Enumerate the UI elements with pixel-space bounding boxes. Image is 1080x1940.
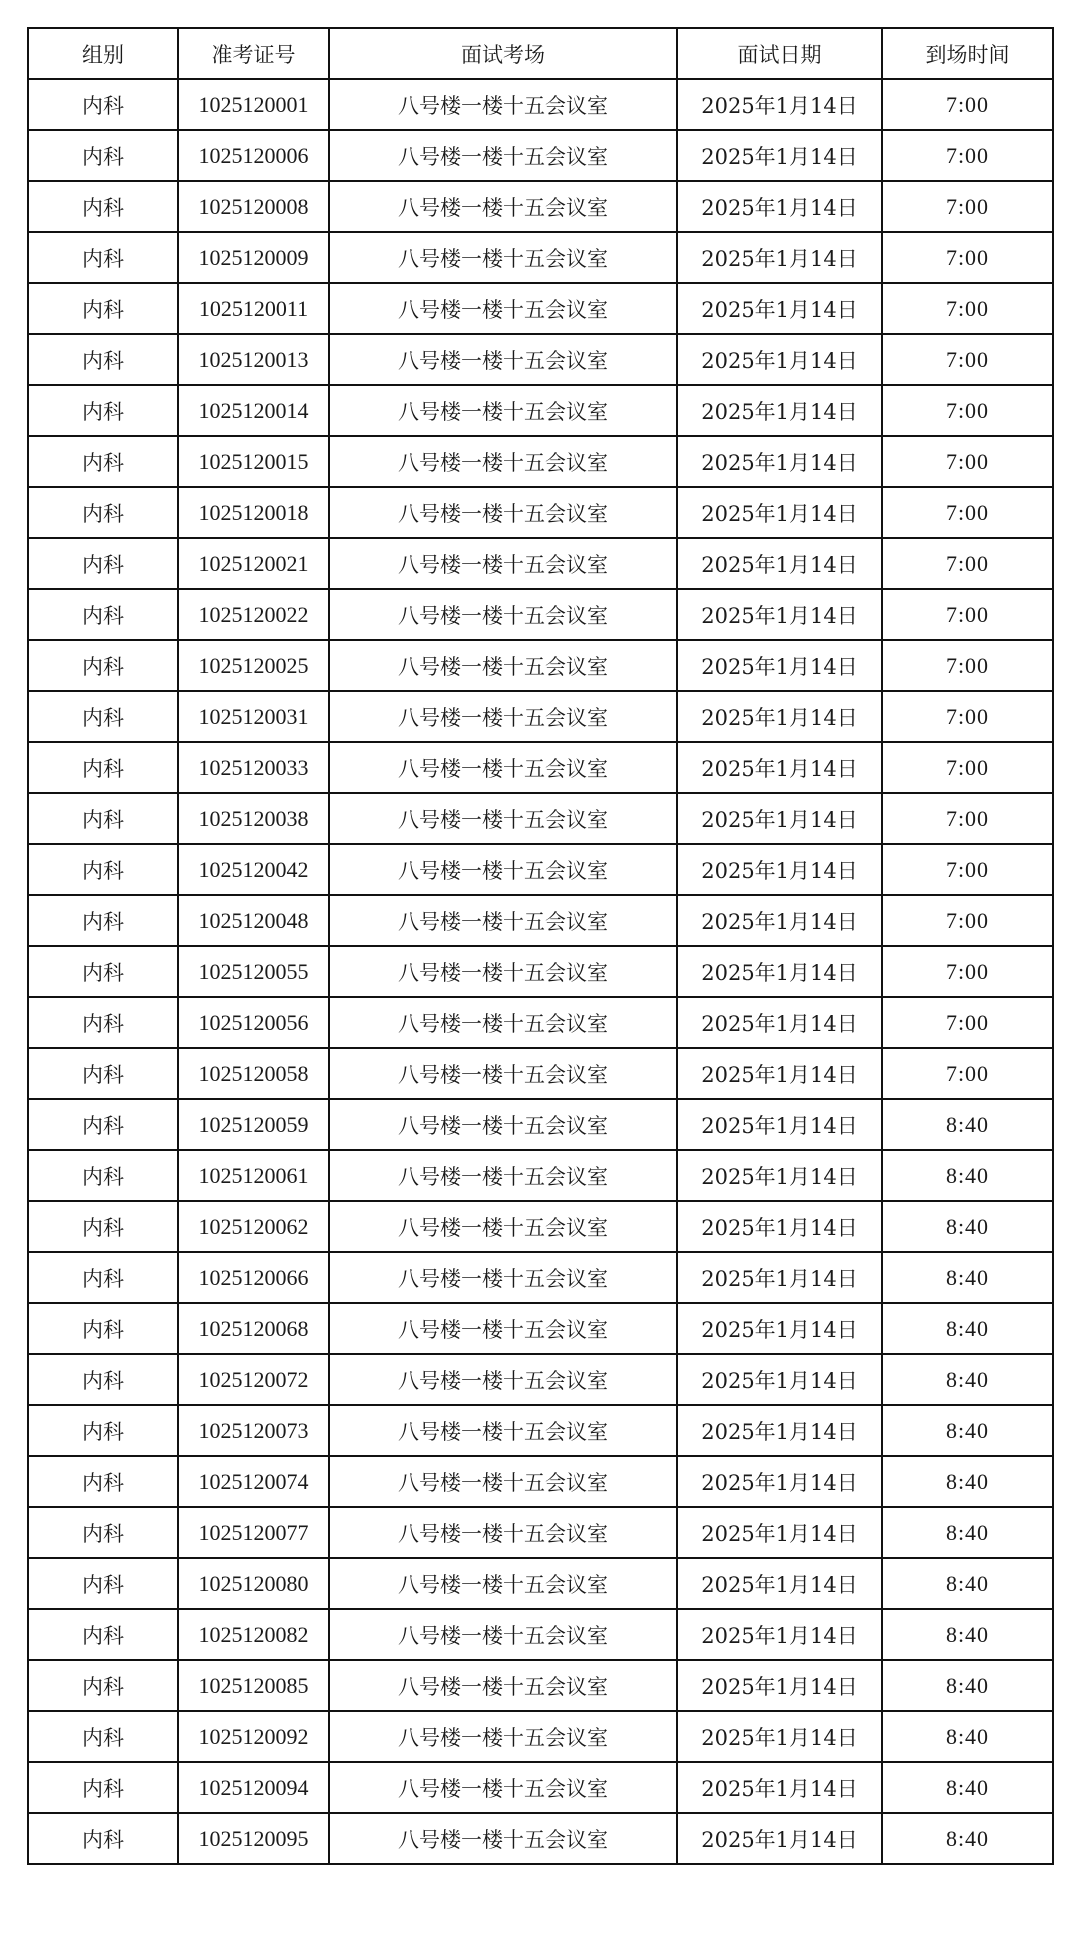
ticket-number-cell: 1025120008 bbox=[178, 181, 329, 232]
interview-date-cell: 2025年1月14日 bbox=[677, 1252, 882, 1303]
header-exam-room: 面试考场 bbox=[329, 28, 677, 79]
arrival-time-cell: 8:40 bbox=[882, 1660, 1053, 1711]
interview-date-cell: 2025年1月14日 bbox=[677, 283, 882, 334]
table-row bbox=[28, 1099, 1053, 1150]
interview-date-cell: 2025年1月14日 bbox=[677, 1456, 882, 1507]
arrival-time-cell: 7:00 bbox=[882, 946, 1053, 997]
interview-date-cell: 2025年1月14日 bbox=[677, 1609, 882, 1660]
ticket-number-cell: 1025120072 bbox=[178, 1354, 329, 1405]
interview-date-cell: 2025年1月14日 bbox=[677, 895, 882, 946]
group-cell: 内科 bbox=[28, 1405, 178, 1456]
exam-room-cell: 八号楼一楼十五会议室 bbox=[329, 1762, 677, 1813]
interview-date-cell: 2025年1月14日 bbox=[677, 640, 882, 691]
ticket-number-cell: 1025120058 bbox=[178, 1048, 329, 1099]
exam-room-cell: 八号楼一楼十五会议室 bbox=[329, 1456, 677, 1507]
table-row bbox=[28, 1048, 1053, 1099]
exam-room-cell: 八号楼一楼十五会议室 bbox=[329, 691, 677, 742]
ticket-number-cell: 1025120074 bbox=[178, 1456, 329, 1507]
interview-date-cell: 2025年1月14日 bbox=[677, 79, 882, 130]
arrival-time-cell: 8:40 bbox=[882, 1456, 1053, 1507]
group-cell: 内科 bbox=[28, 1558, 178, 1609]
interview-date-cell: 2025年1月14日 bbox=[677, 997, 882, 1048]
exam-room-cell: 八号楼一楼十五会议室 bbox=[329, 232, 677, 283]
arrival-time-cell: 7:00 bbox=[882, 589, 1053, 640]
group-cell: 内科 bbox=[28, 997, 178, 1048]
group-cell: 内科 bbox=[28, 1813, 178, 1864]
table-row bbox=[28, 1660, 1053, 1711]
exam-room-cell: 八号楼一楼十五会议室 bbox=[329, 1252, 677, 1303]
table-row bbox=[28, 1711, 1053, 1762]
exam-room-cell: 八号楼一楼十五会议室 bbox=[329, 130, 677, 181]
group-cell: 内科 bbox=[28, 844, 178, 895]
exam-room-cell: 八号楼一楼十五会议室 bbox=[329, 1201, 677, 1252]
table-row bbox=[28, 1609, 1053, 1660]
interview-date-cell: 2025年1月14日 bbox=[677, 130, 882, 181]
arrival-time-cell: 8:40 bbox=[882, 1507, 1053, 1558]
exam-room-cell: 八号楼一楼十五会议室 bbox=[329, 589, 677, 640]
exam-room-cell: 八号楼一楼十五会议室 bbox=[329, 844, 677, 895]
ticket-number-cell: 1025120018 bbox=[178, 487, 329, 538]
table-row bbox=[28, 895, 1053, 946]
interview-date-cell: 2025年1月14日 bbox=[677, 1201, 882, 1252]
table-row bbox=[28, 844, 1053, 895]
ticket-number-cell: 1025120022 bbox=[178, 589, 329, 640]
arrival-time-cell: 7:00 bbox=[882, 283, 1053, 334]
ticket-number-cell: 1025120011 bbox=[178, 283, 329, 334]
arrival-time-cell: 7:00 bbox=[882, 181, 1053, 232]
ticket-number-cell: 1025120095 bbox=[178, 1813, 329, 1864]
group-cell: 内科 bbox=[28, 538, 178, 589]
interview-date-cell: 2025年1月14日 bbox=[677, 742, 882, 793]
table-row bbox=[28, 1252, 1053, 1303]
table-header bbox=[28, 28, 1053, 79]
group-cell: 内科 bbox=[28, 1711, 178, 1762]
group-cell: 内科 bbox=[28, 232, 178, 283]
ticket-number-cell: 1025120048 bbox=[178, 895, 329, 946]
arrival-time-cell: 7:00 bbox=[882, 385, 1053, 436]
interview-date-cell: 2025年1月14日 bbox=[677, 1660, 882, 1711]
exam-room-cell: 八号楼一楼十五会议室 bbox=[329, 793, 677, 844]
table-row bbox=[28, 1762, 1053, 1813]
arrival-time-cell: 8:40 bbox=[882, 1354, 1053, 1405]
group-cell: 内科 bbox=[28, 793, 178, 844]
arrival-time-cell: 7:00 bbox=[882, 436, 1053, 487]
exam-room-cell: 八号楼一楼十五会议室 bbox=[329, 1048, 677, 1099]
exam-room-cell: 八号楼一楼十五会议室 bbox=[329, 742, 677, 793]
exam-room-cell: 八号楼一楼十五会议室 bbox=[329, 997, 677, 1048]
ticket-number-cell: 1025120033 bbox=[178, 742, 329, 793]
interview-date-cell: 2025年1月14日 bbox=[677, 232, 882, 283]
table-row bbox=[28, 1150, 1053, 1201]
table-row bbox=[28, 742, 1053, 793]
table-row bbox=[28, 640, 1053, 691]
arrival-time-cell: 7:00 bbox=[882, 232, 1053, 283]
exam-room-cell: 八号楼一楼十五会议室 bbox=[329, 1660, 677, 1711]
group-cell: 内科 bbox=[28, 385, 178, 436]
exam-room-cell: 八号楼一楼十五会议室 bbox=[329, 1711, 677, 1762]
header-group: 组别 bbox=[28, 28, 178, 79]
group-cell: 内科 bbox=[28, 589, 178, 640]
ticket-number-cell: 1025120013 bbox=[178, 334, 329, 385]
group-cell: 内科 bbox=[28, 1303, 178, 1354]
arrival-time-cell: 7:00 bbox=[882, 538, 1053, 589]
interview-date-cell: 2025年1月14日 bbox=[677, 1150, 882, 1201]
exam-room-cell: 八号楼一楼十五会议室 bbox=[329, 1609, 677, 1660]
table-row bbox=[28, 589, 1053, 640]
interview-schedule-table bbox=[27, 27, 1054, 1865]
table-row bbox=[28, 334, 1053, 385]
interview-date-cell: 2025年1月14日 bbox=[677, 1813, 882, 1864]
interview-date-cell: 2025年1月14日 bbox=[677, 844, 882, 895]
exam-room-cell: 八号楼一楼十五会议室 bbox=[329, 1507, 677, 1558]
table-row bbox=[28, 1456, 1053, 1507]
interview-date-cell: 2025年1月14日 bbox=[677, 181, 882, 232]
group-cell: 内科 bbox=[28, 181, 178, 232]
interview-date-cell: 2025年1月14日 bbox=[677, 1711, 882, 1762]
ticket-number-cell: 1025120056 bbox=[178, 997, 329, 1048]
ticket-number-cell: 1025120085 bbox=[178, 1660, 329, 1711]
table-row bbox=[28, 79, 1053, 130]
table-row bbox=[28, 691, 1053, 742]
table-row bbox=[28, 385, 1053, 436]
table-row bbox=[28, 1558, 1053, 1609]
table-row bbox=[28, 946, 1053, 997]
group-cell: 内科 bbox=[28, 334, 178, 385]
group-cell: 内科 bbox=[28, 946, 178, 997]
interview-date-cell: 2025年1月14日 bbox=[677, 1354, 882, 1405]
arrival-time-cell: 7:00 bbox=[882, 640, 1053, 691]
group-cell: 内科 bbox=[28, 1354, 178, 1405]
interview-date-cell: 2025年1月14日 bbox=[677, 691, 882, 742]
ticket-number-cell: 1025120006 bbox=[178, 130, 329, 181]
arrival-time-cell: 7:00 bbox=[882, 844, 1053, 895]
interview-date-cell: 2025年1月14日 bbox=[677, 1558, 882, 1609]
exam-room-cell: 八号楼一楼十五会议室 bbox=[329, 181, 677, 232]
table-row bbox=[28, 181, 1053, 232]
table-row bbox=[28, 1507, 1053, 1558]
interview-date-cell: 2025年1月14日 bbox=[677, 1303, 882, 1354]
arrival-time-cell: 7:00 bbox=[882, 895, 1053, 946]
table-row bbox=[28, 1405, 1053, 1456]
arrival-time-cell: 7:00 bbox=[882, 742, 1053, 793]
header-arrival-time: 到场时间 bbox=[882, 28, 1053, 79]
table-row bbox=[28, 1813, 1053, 1864]
exam-room-cell: 八号楼一楼十五会议室 bbox=[329, 640, 677, 691]
header-interview-date: 面试日期 bbox=[677, 28, 882, 79]
ticket-number-cell: 1025120031 bbox=[178, 691, 329, 742]
group-cell: 内科 bbox=[28, 1660, 178, 1711]
interview-date-cell: 2025年1月14日 bbox=[677, 334, 882, 385]
group-cell: 内科 bbox=[28, 742, 178, 793]
interview-date-cell: 2025年1月14日 bbox=[677, 487, 882, 538]
ticket-number-cell: 1025120014 bbox=[178, 385, 329, 436]
table-row bbox=[28, 130, 1053, 181]
group-cell: 内科 bbox=[28, 691, 178, 742]
table-row bbox=[28, 1303, 1053, 1354]
exam-room-cell: 八号楼一楼十五会议室 bbox=[329, 1558, 677, 1609]
ticket-number-cell: 1025120080 bbox=[178, 1558, 329, 1609]
group-cell: 内科 bbox=[28, 130, 178, 181]
table-row bbox=[28, 283, 1053, 334]
group-cell: 内科 bbox=[28, 1609, 178, 1660]
arrival-time-cell: 7:00 bbox=[882, 487, 1053, 538]
exam-room-cell: 八号楼一楼十五会议室 bbox=[329, 79, 677, 130]
table-row bbox=[28, 793, 1053, 844]
exam-room-cell: 八号楼一楼十五会议室 bbox=[329, 1099, 677, 1150]
group-cell: 内科 bbox=[28, 1150, 178, 1201]
group-cell: 内科 bbox=[28, 487, 178, 538]
table-row bbox=[28, 997, 1053, 1048]
ticket-number-cell: 1025120059 bbox=[178, 1099, 329, 1150]
arrival-time-cell: 7:00 bbox=[882, 79, 1053, 130]
ticket-number-cell: 1025120061 bbox=[178, 1150, 329, 1201]
exam-room-cell: 八号楼一楼十五会议室 bbox=[329, 1354, 677, 1405]
ticket-number-cell: 1025120066 bbox=[178, 1252, 329, 1303]
arrival-time-cell: 8:40 bbox=[882, 1813, 1053, 1864]
arrival-time-cell: 8:40 bbox=[882, 1609, 1053, 1660]
schedule-table-container bbox=[27, 27, 1052, 1865]
header-ticket-number: 准考证号 bbox=[178, 28, 329, 79]
arrival-time-cell: 8:40 bbox=[882, 1150, 1053, 1201]
ticket-number-cell: 1025120042 bbox=[178, 844, 329, 895]
interview-date-cell: 2025年1月14日 bbox=[677, 1405, 882, 1456]
ticket-number-cell: 1025120001 bbox=[178, 79, 329, 130]
interview-date-cell: 2025年1月14日 bbox=[677, 1507, 882, 1558]
exam-room-cell: 八号楼一楼十五会议室 bbox=[329, 436, 677, 487]
group-cell: 内科 bbox=[28, 1762, 178, 1813]
arrival-time-cell: 8:40 bbox=[882, 1711, 1053, 1762]
ticket-number-cell: 1025120055 bbox=[178, 946, 329, 997]
arrival-time-cell: 8:40 bbox=[882, 1558, 1053, 1609]
table-row bbox=[28, 436, 1053, 487]
arrival-time-cell: 7:00 bbox=[882, 793, 1053, 844]
exam-room-cell: 八号楼一楼十五会议室 bbox=[329, 283, 677, 334]
interview-date-cell: 2025年1月14日 bbox=[677, 589, 882, 640]
table-row bbox=[28, 232, 1053, 283]
interview-date-cell: 2025年1月14日 bbox=[677, 946, 882, 997]
group-cell: 内科 bbox=[28, 1048, 178, 1099]
group-cell: 内科 bbox=[28, 1099, 178, 1150]
exam-room-cell: 八号楼一楼十五会议室 bbox=[329, 487, 677, 538]
exam-room-cell: 八号楼一楼十五会议室 bbox=[329, 1150, 677, 1201]
ticket-number-cell: 1025120082 bbox=[178, 1609, 329, 1660]
arrival-time-cell: 8:40 bbox=[882, 1303, 1053, 1354]
group-cell: 内科 bbox=[28, 283, 178, 334]
ticket-number-cell: 1025120038 bbox=[178, 793, 329, 844]
interview-date-cell: 2025年1月14日 bbox=[677, 538, 882, 589]
ticket-number-cell: 1025120009 bbox=[178, 232, 329, 283]
group-cell: 内科 bbox=[28, 1456, 178, 1507]
interview-date-cell: 2025年1月14日 bbox=[677, 1048, 882, 1099]
arrival-time-cell: 8:40 bbox=[882, 1405, 1053, 1456]
arrival-time-cell: 8:40 bbox=[882, 1252, 1053, 1303]
interview-date-cell: 2025年1月14日 bbox=[677, 385, 882, 436]
header-row bbox=[28, 28, 1053, 79]
ticket-number-cell: 1025120068 bbox=[178, 1303, 329, 1354]
arrival-time-cell: 7:00 bbox=[882, 334, 1053, 385]
ticket-number-cell: 1025120062 bbox=[178, 1201, 329, 1252]
group-cell: 内科 bbox=[28, 1507, 178, 1558]
arrival-time-cell: 8:40 bbox=[882, 1201, 1053, 1252]
arrival-time-cell: 7:00 bbox=[882, 1048, 1053, 1099]
arrival-time-cell: 7:00 bbox=[882, 130, 1053, 181]
exam-room-cell: 八号楼一楼十五会议室 bbox=[329, 1405, 677, 1456]
interview-date-cell: 2025年1月14日 bbox=[677, 1762, 882, 1813]
exam-room-cell: 八号楼一楼十五会议室 bbox=[329, 385, 677, 436]
exam-room-cell: 八号楼一楼十五会议室 bbox=[329, 946, 677, 997]
arrival-time-cell: 8:40 bbox=[882, 1762, 1053, 1813]
arrival-time-cell: 8:40 bbox=[882, 1099, 1053, 1150]
exam-room-cell: 八号楼一楼十五会议室 bbox=[329, 1303, 677, 1354]
exam-room-cell: 八号楼一楼十五会议室 bbox=[329, 895, 677, 946]
ticket-number-cell: 1025120025 bbox=[178, 640, 329, 691]
interview-date-cell: 2025年1月14日 bbox=[677, 1099, 882, 1150]
table-row bbox=[28, 487, 1053, 538]
exam-room-cell: 八号楼一楼十五会议室 bbox=[329, 334, 677, 385]
group-cell: 内科 bbox=[28, 436, 178, 487]
ticket-number-cell: 1025120092 bbox=[178, 1711, 329, 1762]
arrival-time-cell: 7:00 bbox=[882, 997, 1053, 1048]
table-body bbox=[28, 79, 1053, 1864]
ticket-number-cell: 1025120021 bbox=[178, 538, 329, 589]
group-cell: 内科 bbox=[28, 79, 178, 130]
ticket-number-cell: 1025120077 bbox=[178, 1507, 329, 1558]
arrival-time-cell: 7:00 bbox=[882, 691, 1053, 742]
group-cell: 内科 bbox=[28, 895, 178, 946]
ticket-number-cell: 1025120015 bbox=[178, 436, 329, 487]
table-row bbox=[28, 538, 1053, 589]
table-row bbox=[28, 1354, 1053, 1405]
ticket-number-cell: 1025120094 bbox=[178, 1762, 329, 1813]
exam-room-cell: 八号楼一楼十五会议室 bbox=[329, 538, 677, 589]
table-row bbox=[28, 1201, 1053, 1252]
group-cell: 内科 bbox=[28, 1252, 178, 1303]
ticket-number-cell: 1025120073 bbox=[178, 1405, 329, 1456]
interview-date-cell: 2025年1月14日 bbox=[677, 793, 882, 844]
exam-room-cell: 八号楼一楼十五会议室 bbox=[329, 1813, 677, 1864]
interview-date-cell: 2025年1月14日 bbox=[677, 436, 882, 487]
group-cell: 内科 bbox=[28, 1201, 178, 1252]
group-cell: 内科 bbox=[28, 640, 178, 691]
